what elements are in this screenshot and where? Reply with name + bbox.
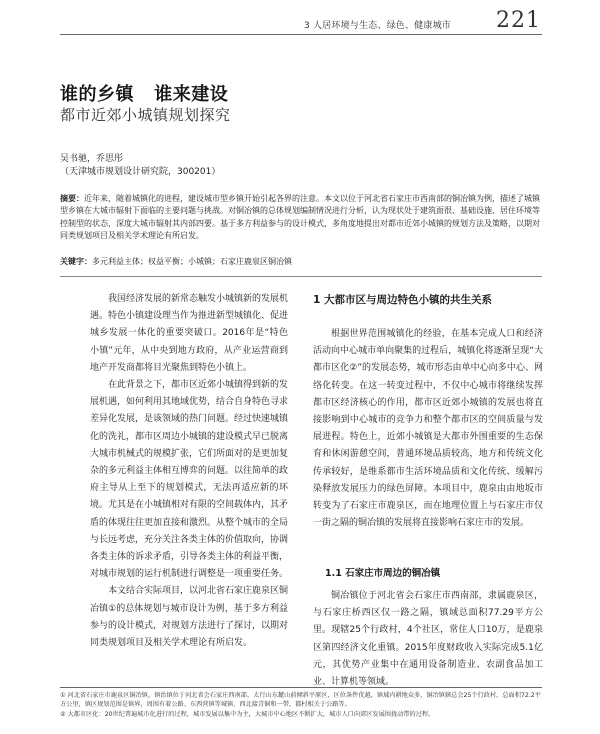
right-column-continued — [313, 588, 543, 691]
abstract-label: 摘要： — [60, 194, 84, 203]
keywords — [60, 256, 542, 267]
footnote-rule — [60, 687, 542, 688]
section-heading: 1 大都市区与周边特色小镇的共生关系 — [313, 294, 492, 306]
article-subtitle: 都市近郊小城镇规划探究 — [60, 106, 231, 124]
footnote: ② 大都市区化：20世纪普遍城市化进行的过程，城市发展以集中为主，大城市中心地区不断扩大，城市人口向郊区发展围拢动带的过程。 — [60, 711, 435, 718]
paragraph: 铜冶镇位于河北省会石家庄市西南部，隶属鹿泉区，与石家庄桥西区仅一路之隔，镇域总面积77.29平方公里。现辖25个行政村，4个社区，常住人口10万，是鹿泉区第四经济文化重镇。2015年度财政收入实际完成5.1亿元，其优势产业集中在通用设备制造业、农副食品加工业、计算机等领域。 — [313, 591, 543, 688]
article-title: 谁的乡镇 谁来建设 — [60, 84, 229, 105]
keywords-text: 多元利益主体；权益平衡；小城镇；石家庄鹿泉区铜冶镇 — [92, 257, 292, 266]
paragraph: 我国经济发展的新常态触发小城镇新的发展机遇。特色小镇建设理当作为推进新型城镇化、促进城乡发展一体化的重要突破口。2016年是“特色小镇”元年，从中央到地方政府，从产业运营商到地产开发商都将目光聚焦到特色小镇上。 — [90, 294, 289, 373]
authors: 吴书驰，乔思彤 — [60, 154, 124, 164]
affiliation: （天津城市规划设计研究院，300201） — [60, 167, 221, 177]
subsection-heading: 1.1 石家庄市周边的铜冶镇 — [325, 568, 441, 579]
paragraph: 本文结合实际项目，以河北省石家庄鹿泉区铜冶镇①的总体规划与城市设计为例，基于多方利益参与的设计模式，对规划方法进行了探讨，以期对同类规划项目及相关学术理论有所启发。 — [90, 586, 289, 649]
running-header-section: 3 人居环境与生态、绿色、健康城市 — [304, 21, 451, 31]
keywords-divider — [60, 276, 542, 277]
footnote: ① 河北省石家庄市鹿泉区铜冶镇，镇治镇位于河北省会石家庄西南部，太行山东麓山前倾斜平原区，区位条件优越，镇域内耕地众多，铜冶镇辖总会25个行政村，总面积72.2平方公里，镇区规划范围是镇界，周围有着公路、东西营镇等城镇、西北接青铜和一带，都村相关于公路等。 — [60, 692, 541, 708]
header-rule — [60, 34, 542, 35]
paragraph: 根据世界范围城镇化的经验，在基本完成人口和经济活动向中心城市单向聚集的过程后，城镇化将逐渐呈现“大都市区化②”的发展态势，城市形态由单中心向多中心、网络化转变。在这一转变过程中，不仅中心城市将继续发挥都市区经济核心的作用，都市区近郊小城镇的发展也将直接影响到中心城市的竞争力和整个都市区的空间质量与发展进程。特色上，近郊小城镇是大都市外围重要的生态保育和休闲游憩空间，普通环境品质较高，地方和传统文化传承较好，是维系都市生活环境品质和文化传统、缓解污染释放发展压力的绿色屏障。本项目中，鹿泉由由地坂市转变为了石家庄市鹿泉区，而在地理位置上与石家庄市仅一街之隔的铜冶镇的发展将直接影响石家庄市的发展。 — [313, 329, 543, 529]
left-column — [90, 291, 288, 652]
page-number: 221 — [496, 8, 541, 33]
paragraph: 在此背景之下，都市区近郊小城镇得到新的发展机遇，如何利用其地域优势，结合自身特色寻求差异化发展，是该领域的热门问题。经过快速城镇化的洗礼，都市区周边小城镇的建设模式早已脱离大城市机械式的规模扩张，它们所面对的是更加复杂的多元利益主体相互博弈的问题。以往简单的政府主导从上至下的规划模式，无法再适应新的环境。尤其是在小城镇相对有限的空间载体内，其矛盾的体现往往更加直接和激烈。从整个城市的全局与长远考虑，充分关注各类主体的价值取向，协调各类主体的诉求矛盾，引导各类主体的利益平衡，对城市规划的运行机制进行调整是一项重要任务。 — [90, 380, 289, 580]
abstract — [60, 193, 542, 243]
right-column — [313, 326, 543, 532]
abstract-text: 近年来，随着城镇化的进程，建设城市型乡镇开始引起各界的注意。本文以位于河北省石家庄市西南部的铜冶镇为例，描述了城镇型乡镇在大城市辐射下面临的主要问题与挑战。对铜冶镇的总体规划编制情况进行分析，认为现状处于建筑面很、基础设施、居住环境等控制型的状态，深度大城市辐射其内部四要。基于多方利益参与的设计模式，多角度地提出对都市近郊小城镇的规划方法及策略，以期对同类规划项目及相关学术理论有所启发。 — [60, 194, 540, 241]
keywords-label: 关键字： — [60, 257, 92, 266]
